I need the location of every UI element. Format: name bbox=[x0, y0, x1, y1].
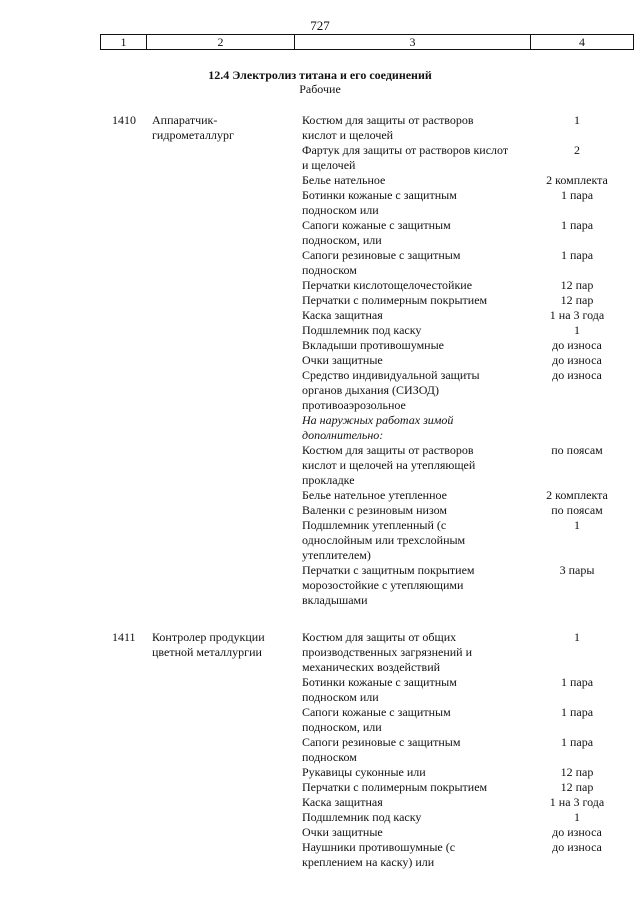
item-name-line: Сапоги резиновые с защитным bbox=[302, 248, 461, 262]
item-quantity: до износа bbox=[552, 338, 602, 352]
item-name-line: однослойным или трехслойным bbox=[302, 533, 466, 547]
item-name-line: вкладышами bbox=[302, 593, 368, 607]
item-row bbox=[302, 735, 632, 765]
item-name bbox=[302, 338, 522, 353]
item-name-line: Очки защитные bbox=[302, 825, 383, 839]
item-name-line: Костюм для защиты от растворов bbox=[302, 443, 474, 457]
item-quantity: 2 bbox=[574, 143, 580, 157]
item-quantity: до износа bbox=[552, 353, 602, 367]
item-name-line: Перчатки кислотощелочестойкие bbox=[302, 278, 473, 292]
item-quantity: 3 пары bbox=[559, 563, 595, 577]
job-title bbox=[152, 113, 292, 143]
item-quantity: 1 пара bbox=[560, 218, 594, 232]
item-name bbox=[302, 293, 522, 308]
item-row bbox=[302, 825, 632, 840]
item-name bbox=[302, 795, 522, 810]
page-number: 727 bbox=[310, 18, 330, 33]
section-title: 12.4 Электролиз титана и его соединений bbox=[208, 68, 432, 82]
item-name-line: утеплителем) bbox=[302, 548, 371, 562]
item-name-line: морозостойкие с утепляющими bbox=[302, 578, 464, 592]
item-row bbox=[302, 488, 632, 503]
item-name-line: Валенки с резиновым низом bbox=[302, 503, 448, 517]
item-name-line: Костюм для защиты от общих bbox=[302, 630, 457, 644]
item-row bbox=[302, 248, 632, 278]
item-name-line: дополнительно: bbox=[302, 428, 384, 442]
item-name-line: подноском, или bbox=[302, 720, 382, 734]
item-name-line: подноском, или bbox=[302, 233, 382, 247]
job-title-line: гидрометаллург bbox=[152, 128, 234, 142]
item-name-line: органов дыхания (СИЗОД) bbox=[302, 383, 439, 397]
item-name bbox=[302, 675, 522, 705]
item-name bbox=[302, 563, 522, 608]
job-title-line: Аппаратчик- bbox=[152, 113, 218, 127]
item-name-line: противоаэрозольное bbox=[302, 398, 406, 412]
item-name bbox=[302, 503, 522, 518]
item-quantity: 1 пара bbox=[560, 735, 594, 749]
item-name bbox=[302, 353, 522, 368]
item-row bbox=[302, 308, 632, 323]
item-name-line: Сапоги кожаные с защитным bbox=[302, 705, 451, 719]
item-quantity: 2 комплекта bbox=[546, 488, 608, 502]
item-name bbox=[302, 765, 522, 780]
item-quantity: 1 bbox=[574, 323, 580, 337]
item-quantity: по поясам bbox=[551, 503, 603, 517]
item-quantity: 12 пар bbox=[560, 278, 594, 292]
item-name bbox=[302, 323, 522, 338]
item-row bbox=[302, 503, 632, 518]
item-row bbox=[302, 563, 632, 608]
item-name-line: Перчатки с защитным покрытием bbox=[302, 563, 475, 577]
item-name bbox=[302, 630, 522, 675]
items-list bbox=[302, 113, 632, 608]
item-quantity: 1 bbox=[574, 630, 580, 644]
item-name-line: и щелочей bbox=[302, 158, 356, 172]
item-row bbox=[302, 518, 632, 563]
item-name-line: механических воздействий bbox=[302, 660, 441, 674]
item-quantity: 12 пар bbox=[560, 780, 594, 794]
item-name-line: Белье нательное утепленное bbox=[302, 488, 447, 502]
item-quantity: 12 пар bbox=[560, 293, 594, 307]
item-name bbox=[302, 173, 522, 188]
column-header-1: 1 bbox=[101, 35, 147, 49]
item-row bbox=[302, 293, 632, 308]
item-row bbox=[302, 143, 632, 173]
item-name-line: подноском или bbox=[302, 690, 379, 704]
item-row bbox=[302, 188, 632, 218]
item-name-line: креплением на каску) или bbox=[302, 855, 435, 869]
item-name-line: кислот и щелочей bbox=[302, 128, 394, 142]
item-name bbox=[302, 368, 522, 413]
item-row bbox=[302, 675, 632, 705]
item-name-line: Перчатки с полимерным покрытием bbox=[302, 293, 488, 307]
item-name-line: Фартук для защиты от растворов кислот bbox=[302, 143, 509, 157]
item-name-line: прокладке bbox=[302, 473, 355, 487]
item-name bbox=[302, 518, 522, 563]
column-header-3: 3 bbox=[295, 35, 531, 49]
item-quantity: 1 пара bbox=[560, 248, 594, 262]
item-row bbox=[302, 323, 632, 338]
item-name-line: Подшлемник под каску bbox=[302, 323, 422, 337]
item-name bbox=[302, 143, 522, 173]
item-quantity: до износа bbox=[552, 825, 602, 839]
item-quantity: по поясам bbox=[551, 443, 603, 457]
item-row bbox=[302, 113, 632, 143]
item-name bbox=[302, 113, 522, 143]
item-name-line: Каска защитная bbox=[302, 795, 383, 809]
item-name-line: Перчатки с полимерным покрытием bbox=[302, 780, 488, 794]
item-name-line: кислот и щелочей на утепляющей bbox=[302, 458, 476, 472]
item-name bbox=[302, 248, 522, 278]
item-row bbox=[302, 278, 632, 293]
item-name-line: Ботинки кожаные с защитным bbox=[302, 188, 457, 202]
item-quantity: 1 пара bbox=[560, 188, 594, 202]
note-row bbox=[302, 413, 632, 443]
item-row bbox=[302, 443, 632, 488]
item-name-line: Сапоги кожаные с защитным bbox=[302, 218, 451, 232]
job-title bbox=[152, 630, 292, 660]
item-name bbox=[302, 218, 522, 248]
item-quantity: 12 пар bbox=[560, 765, 594, 779]
item-name bbox=[302, 735, 522, 765]
item-quantity: 1 bbox=[574, 518, 580, 532]
column-header-4: 4 bbox=[579, 35, 585, 49]
item-row bbox=[302, 795, 632, 810]
item-name-line: Подшлемник утепленный (с bbox=[302, 518, 447, 532]
item-quantity: до износа bbox=[552, 368, 602, 382]
item-name-line: производственных загрязнений и bbox=[302, 645, 473, 659]
item-row bbox=[302, 630, 632, 675]
item-name-line: Костюм для защиты от растворов bbox=[302, 113, 474, 127]
item-name-line: Каска защитная bbox=[302, 308, 383, 322]
entry-code: 1410 bbox=[112, 113, 136, 127]
item-quantity: 1 bbox=[574, 113, 580, 127]
item-name bbox=[302, 443, 522, 488]
item-quantity: 1 на 3 года bbox=[549, 308, 605, 322]
item-name bbox=[302, 308, 522, 323]
item-quantity: 1 на 3 года bbox=[549, 795, 605, 809]
column-header-2: 2 bbox=[147, 35, 295, 49]
item-quantity: 1 пара bbox=[560, 705, 594, 719]
item-row bbox=[302, 765, 632, 780]
item-name-line: подноском или bbox=[302, 203, 379, 217]
item-name-line: Сапоги резиновые с защитным bbox=[302, 735, 461, 749]
item-name bbox=[302, 413, 522, 443]
job-title-line: Контролер продукции bbox=[152, 630, 265, 644]
item-name-line: Подшлемник под каску bbox=[302, 810, 422, 824]
column-header-row bbox=[100, 34, 634, 50]
item-name-line: Средство индивидуальной защиты bbox=[302, 368, 480, 382]
item-name bbox=[302, 488, 522, 503]
item-name-line: Белье нательное bbox=[302, 173, 386, 187]
item-name-line: подноском bbox=[302, 750, 357, 764]
item-quantity bbox=[522, 413, 632, 443]
item-quantity: 2 комплекта bbox=[546, 173, 608, 187]
item-name bbox=[302, 825, 522, 840]
item-name-line: Рукавицы суконные или bbox=[302, 765, 426, 779]
item-name-line: Ботинки кожаные с защитным bbox=[302, 675, 457, 689]
item-name-line: На наружных работах зимой bbox=[302, 413, 454, 427]
item-quantity: до износа bbox=[552, 840, 602, 854]
item-name-line: подноском bbox=[302, 263, 357, 277]
item-name bbox=[302, 780, 522, 795]
item-name-line: Вкладыши противошумные bbox=[302, 338, 444, 352]
item-name bbox=[302, 278, 522, 293]
item-row bbox=[302, 338, 632, 353]
item-name bbox=[302, 810, 522, 825]
item-row bbox=[302, 368, 632, 413]
section-subtitle: Рабочие bbox=[299, 82, 341, 96]
item-name bbox=[302, 188, 522, 218]
item-name bbox=[302, 705, 522, 735]
item-row bbox=[302, 840, 632, 870]
item-row bbox=[302, 173, 632, 188]
job-title-line: цветной металлургии bbox=[152, 645, 262, 659]
item-name-line: Наушники противошумные (с bbox=[302, 840, 456, 854]
item-row bbox=[302, 810, 632, 825]
item-quantity: 1 пара bbox=[560, 675, 594, 689]
item-row bbox=[302, 780, 632, 795]
item-quantity: 1 bbox=[574, 810, 580, 824]
entry-code: 1411 bbox=[112, 630, 136, 644]
item-row bbox=[302, 705, 632, 735]
item-row bbox=[302, 218, 632, 248]
item-row bbox=[302, 353, 632, 368]
item-name bbox=[302, 840, 522, 870]
items-list bbox=[302, 630, 632, 870]
item-name-line: Очки защитные bbox=[302, 353, 383, 367]
